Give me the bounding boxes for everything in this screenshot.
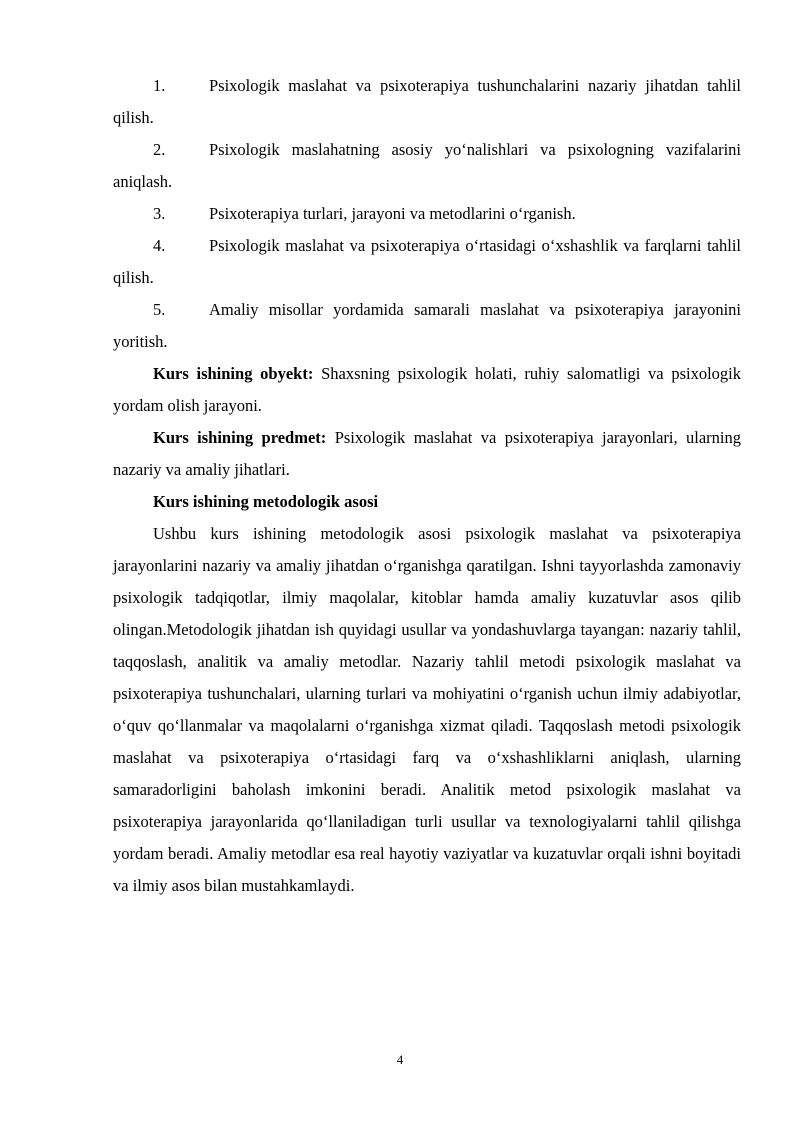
subject-text: Psixologik maslahat va psixoterapiya jarayonlari, ularning nazariy va amaliy jihatlari. xyxy=(113,428,741,479)
task-number: 4. xyxy=(153,236,166,255)
task-text: Psixologik maslahatning asosiy yo‘nalishlari va psixologning vazifalarini aniqlash. xyxy=(113,140,741,191)
task-number: 1. xyxy=(153,76,166,95)
task-text: Psixologik maslahat va psixoterapiya tushunchalarini nazariy jihatdan tahlil qilish. xyxy=(113,76,741,127)
methodology-heading: Kurs ishining metodologik asosi xyxy=(153,492,379,511)
object-paragraph xyxy=(113,358,741,422)
object-text: Shaxsning psixologik holati, ruhiy salomatligi va psixologik yordam olish jarayoni. xyxy=(113,364,742,415)
task-number: 2. xyxy=(153,140,166,159)
document-body xyxy=(113,70,741,902)
task-number: 3. xyxy=(153,204,166,223)
task-item-2 xyxy=(113,134,741,198)
task-text: Psixologik maslahat va psixoterapiya o‘rtasidagi o‘xshashlik va farqlarni tahlil qilish. xyxy=(113,236,741,287)
task-number: 5. xyxy=(153,300,166,319)
page-number: 4 xyxy=(396,1052,404,1067)
task-text: Amaliy misollar yordamida samarali maslahat va psixoterapiya jarayonini yoritish. xyxy=(113,300,741,351)
task-text: Psixoterapiya turlari, jarayoni va metodlarini o‘rganish. xyxy=(209,204,576,223)
object-label: Kurs ishining obyekt: xyxy=(153,364,314,383)
subject-paragraph xyxy=(113,422,741,486)
task-item-1 xyxy=(113,70,741,134)
subject-label: Kurs ishining predmet: xyxy=(153,428,327,447)
methodology-paragraph: Ushbu kurs ishining metodologik asosi psixologik maslahat va psixoterapiya jarayonlarini nazariy va amaliy jihatdan o‘rganishga qaratilgan. Ishni tayyorlashda zamonaviy psixologik tadqiqotlar, ilmiy maqolalar, kitoblar hamda amaliy kuzatuvlar asos qilib olingan.Metodologik jihatdan ish quyidagi usullar va yondashuvlarga tayangan: nazariy tahlil, taqqoslash, analitik va amaliy metodlar. Nazariy tahlil metodi psixologik maslahat va psixoterapiya tushunchalari, ularning turlari va mohiyatini o‘rganish uchun ilmiy adabiyotlar, o‘quv qo‘llanmalar va maqolalarni o‘rganishga xizmat qiladi. Taqqoslash metodi psixologik maslahat va psixoterapiya o‘rtasidagi farq va o‘xshashliklarni aniqlash, ularning samaradorligini baholash imkonini beradi. Analitik metod psixologik maslahat va psixoterapiya jarayonlarida qo‘llaniladigan turli usullar va texnologiyalarni tahlil qilishga yordam beradi. Amaliy metodlar esa real hayotiy vaziyatlar va kuzatuvlar orqali ishni boyitadi va ilmiy asos bilan mustahkamlaydi. xyxy=(113,524,741,895)
task-item-3 xyxy=(113,198,741,230)
task-item-5 xyxy=(113,294,741,358)
task-item-4 xyxy=(113,230,741,294)
